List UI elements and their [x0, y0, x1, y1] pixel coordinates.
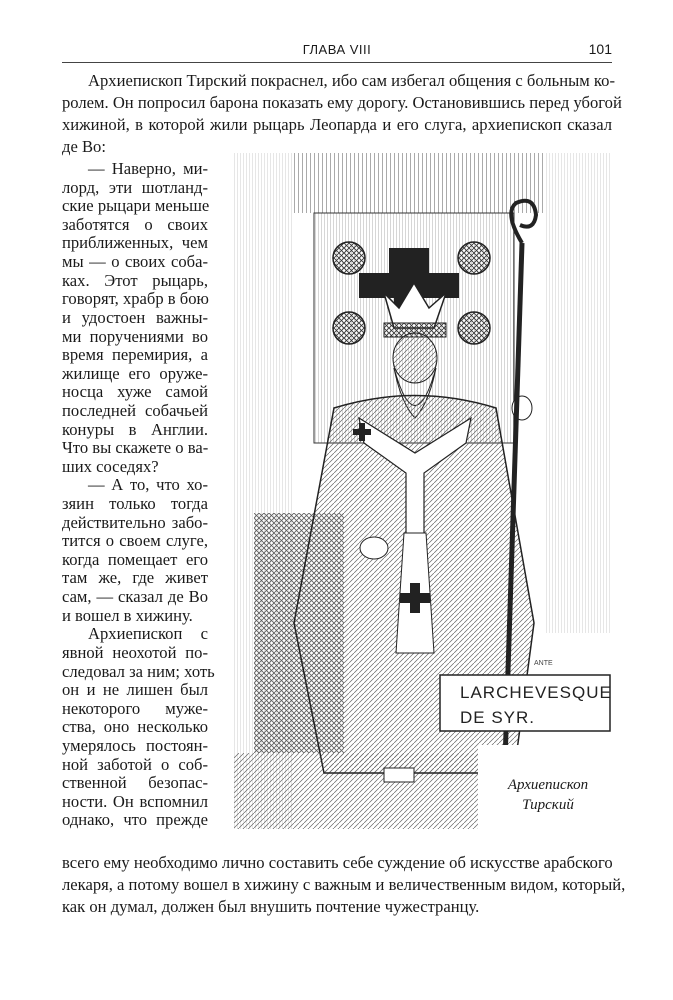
- paragraph-line: хижиной, в которой жили рыцарь Леопарда и его слуга, архиепископ сказал: [62, 115, 612, 134]
- paragraph-line: де Во:: [62, 137, 106, 156]
- paragraph-line: некоторого муже-: [62, 698, 208, 718]
- paragraph-line: ролем. Он попросил барона показать ему дорогу. Остановившись перед убогой: [62, 93, 622, 112]
- artist-mark: ANTE: [534, 660, 553, 667]
- engraving-image: [234, 153, 612, 829]
- paragraph-line: ми поручениями во: [62, 326, 208, 346]
- hand-left: [360, 537, 388, 559]
- paragraph-line: тится о своем слуге,: [62, 531, 208, 551]
- caption-line-2: Тирский: [522, 797, 574, 813]
- running-header: [62, 38, 612, 63]
- paragraph-line: ности. Он вспомнил: [62, 791, 208, 811]
- page-number: 101: [588, 41, 612, 57]
- paragraph-line: ские рыцари меньше: [62, 196, 210, 216]
- banner-line-1: LARCHEVESQUE: [460, 683, 612, 702]
- paragraph-line: ках. Этот рыцарь,: [62, 270, 208, 290]
- paragraph-line: умерялось постоян-: [62, 735, 208, 755]
- paragraph-line: когда помещает его: [62, 549, 208, 569]
- paragraph-line: следовал за ним; хоть: [62, 661, 215, 681]
- paragraph-line: однако, что прежде: [62, 810, 208, 830]
- paragraph-line: ших соседях?: [62, 456, 159, 476]
- face: [393, 333, 437, 383]
- paragraph-line: носца хуже самой: [62, 382, 208, 402]
- paragraph-line: Архиепископ Тирский покраснел, ибо сам избегал общения с больным ко-: [88, 71, 615, 90]
- paragraph-line: говорят, храбр в бою: [62, 289, 209, 309]
- paragraph-line: и удостоен важны-: [62, 307, 208, 327]
- paragraph-line: жилище его оруже-: [62, 363, 208, 383]
- paragraph-line: лорд, эти шотланд-: [62, 177, 208, 197]
- paragraph-line: как он думал, должен был внушить почтение чужестранцу.: [62, 897, 480, 916]
- figure-caption: [478, 775, 618, 815]
- paragraph-line: он и не лишен был: [62, 680, 208, 700]
- paragraph-line: ственной безопас-: [62, 773, 208, 793]
- paragraph-line: всего ему необходимо лично составить себе суждение об искусстве арабского: [62, 853, 613, 872]
- paragraph-line: лекаря, а потому вошел в хижину с важным и величественным видом, который,: [62, 875, 626, 894]
- paragraph-line: время перемирия, а: [62, 345, 208, 365]
- paragraph-line: Что вы скажете о ва-: [62, 438, 209, 458]
- paragraph-line: последней собачьей: [62, 400, 208, 420]
- paragraph-line: зяин только тогда: [62, 494, 208, 513]
- paragraph-line: сам, — сказал де Во: [62, 587, 208, 607]
- wall-drapery: [294, 153, 544, 213]
- paragraph-line: — Наверно, ми-: [88, 159, 208, 178]
- caption-line-1: Архиепископ: [507, 777, 589, 793]
- paragraph-line: мы — о своих соба-: [62, 252, 208, 272]
- paragraph-line: ства, оно несколько: [62, 717, 208, 737]
- paragraph-line: Архиепископ с: [88, 624, 208, 644]
- paragraph-line: явной неохотой по-: [62, 642, 208, 662]
- illustration-archbishop: [234, 153, 612, 829]
- paragraph-line: конуры в Англии.: [62, 419, 208, 439]
- paragraph-line: — А то, что хо-: [88, 475, 208, 495]
- chapter-title: ГЛАВА VIII: [302, 42, 372, 57]
- paragraph-line: приближенных, чем: [62, 233, 208, 253]
- banner-line-2: DE SYR.: [460, 708, 536, 727]
- paragraph-line: ной заботой о соб-: [62, 754, 208, 774]
- paragraph-line: заботятся о своих: [62, 214, 208, 234]
- inscription-banner: [440, 675, 612, 731]
- paragraph-line: и вошел в хижину.: [62, 605, 193, 625]
- paragraph-line: там же, где живет: [62, 568, 208, 588]
- paragraph-line: действительно забо-: [62, 512, 208, 532]
